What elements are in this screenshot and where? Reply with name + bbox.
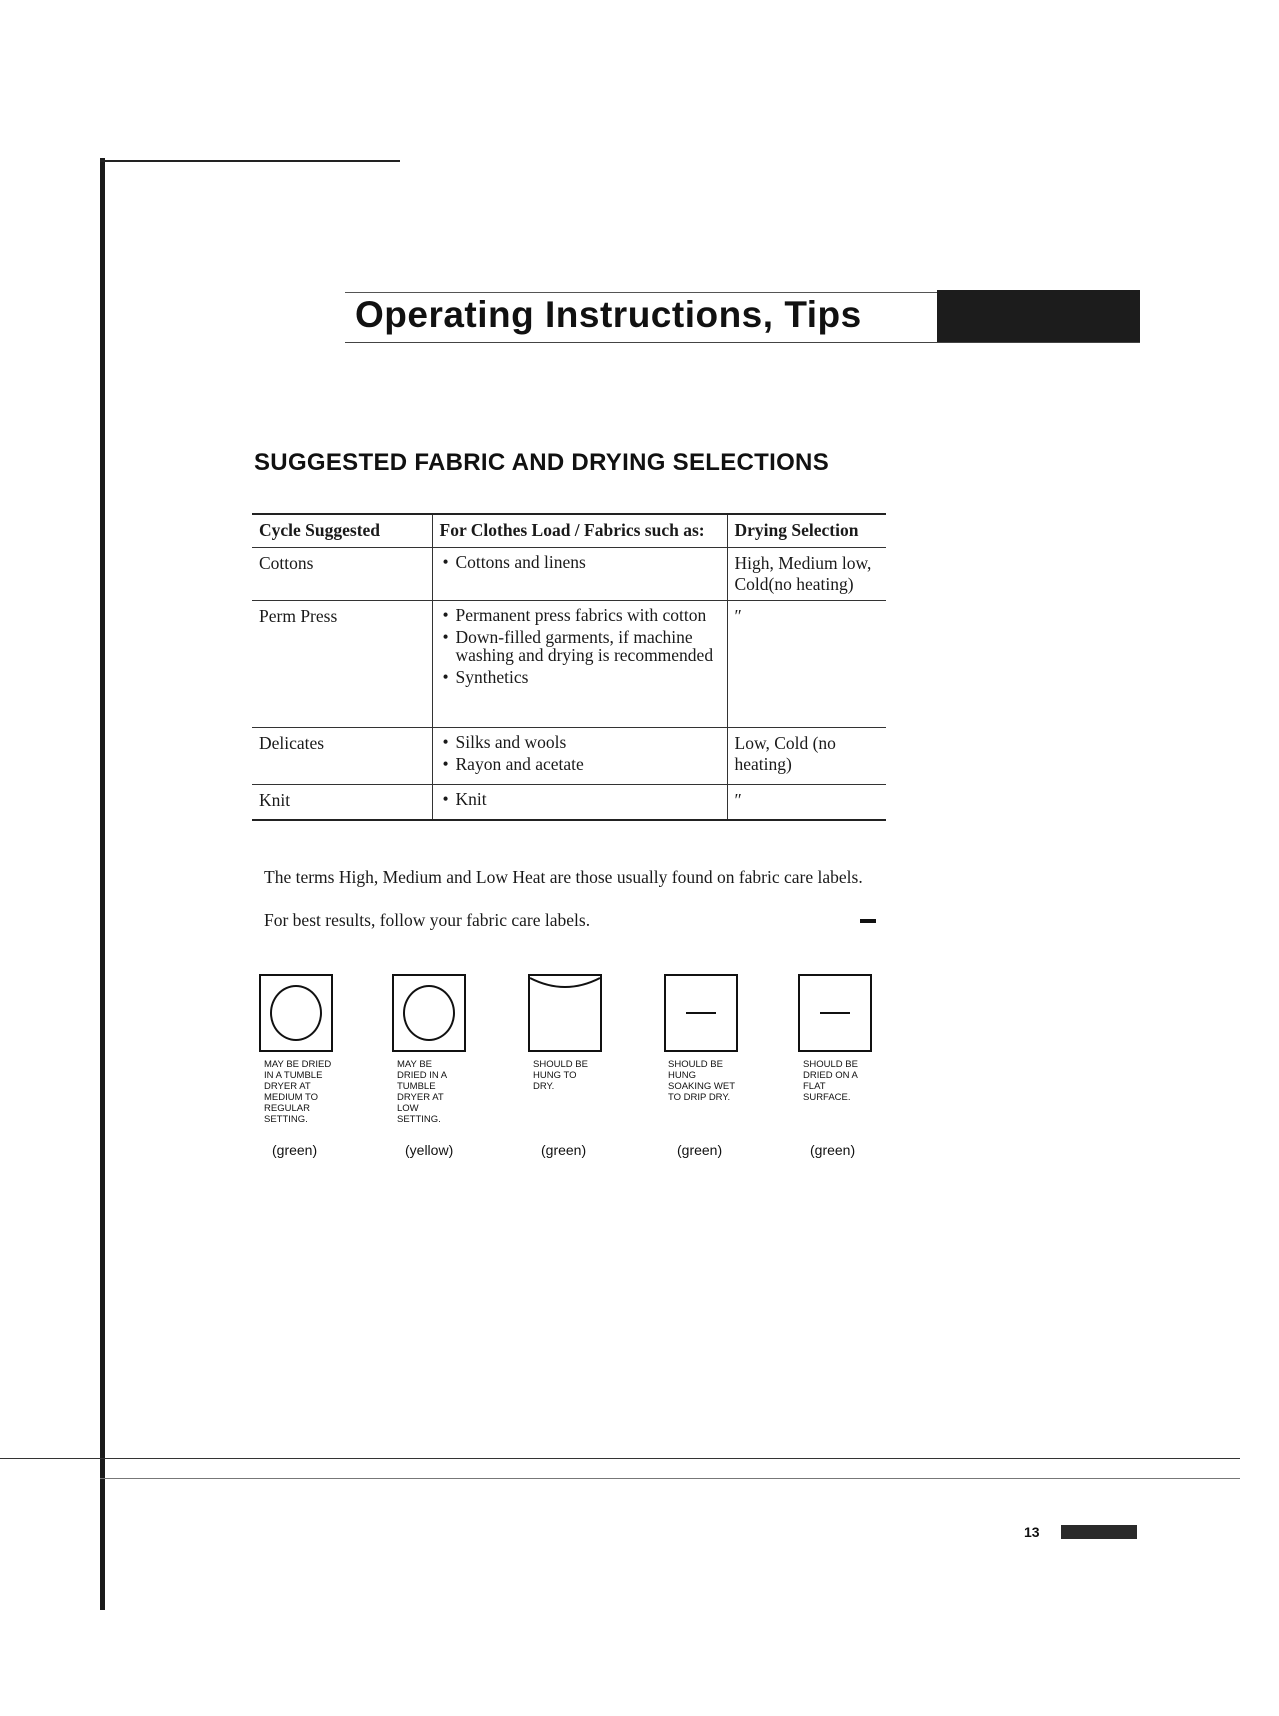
symbol-description: MAY BE DRIED IN A TUMBLE DRYER AT LOW SETTING. bbox=[397, 1059, 448, 1125]
fabric-item: • Synthetics bbox=[440, 668, 721, 686]
tumble-dry-regular-icon bbox=[259, 974, 333, 1052]
table-header-row bbox=[252, 514, 886, 548]
drying-cell: Low, Cold (no heating) bbox=[727, 728, 886, 785]
drip-dry-icon bbox=[664, 974, 738, 1052]
symbol-color: (green) bbox=[541, 1142, 587, 1158]
column-header-fabrics: For Clothes Load / Fabrics such as: bbox=[432, 514, 727, 548]
line-dry-curve bbox=[528, 974, 602, 1052]
fabric-item: • Silks and wools bbox=[440, 733, 721, 751]
cycle-cell: Cottons bbox=[252, 548, 432, 601]
symbol-color: (yellow) bbox=[405, 1142, 454, 1158]
fabric-item: • Rayon and acetate bbox=[440, 755, 721, 773]
symbol-bar bbox=[686, 1012, 716, 1014]
page-tab-block bbox=[1061, 1525, 1137, 1539]
dash-mark bbox=[860, 919, 876, 923]
column-header-cycle: Cycle Suggested bbox=[252, 514, 432, 548]
cycle-cell: Delicates bbox=[252, 728, 432, 785]
fabric-item: • Permanent press fabrics with cotton bbox=[440, 606, 721, 624]
tumble-dry-low-icon bbox=[392, 974, 466, 1052]
page-top-border bbox=[100, 160, 400, 162]
page-left-border bbox=[100, 158, 105, 1610]
table-row bbox=[252, 728, 886, 785]
note-follow-labels: For best results, follow your fabric care labels. bbox=[264, 910, 591, 930]
symbol-color: (green) bbox=[810, 1142, 856, 1158]
fabric-item: • Down-filled garments, if machine washing and drying is recommended bbox=[440, 628, 721, 664]
symbol-description: SHOULD BE HUNG SOAKING WET TO DRIP DRY. bbox=[668, 1059, 736, 1103]
cycle-cell: Knit bbox=[252, 785, 432, 821]
table-row bbox=[252, 548, 886, 601]
symbol-description: SHOULD BE HUNG TO DRY. bbox=[533, 1059, 588, 1092]
table-row bbox=[252, 785, 886, 821]
symbol-description: MAY BE DRIED IN A TUMBLE DRYER AT MEDIUM TO REGULAR SETTING. bbox=[264, 1059, 332, 1125]
table-row bbox=[252, 601, 886, 728]
drying-cell: ″ bbox=[727, 785, 886, 821]
note-heat-terms: The terms High, Medium and Low Heat are those usually found on fabric care labels. bbox=[264, 867, 863, 887]
fabric-item: • Knit bbox=[440, 790, 721, 808]
fabric-item: • Cottons and linens bbox=[440, 553, 721, 571]
page-bottom-rule bbox=[0, 1458, 1240, 1459]
fabric-drying-table bbox=[252, 513, 886, 821]
fabrics-cell bbox=[432, 785, 727, 821]
fabrics-cell bbox=[432, 548, 727, 601]
header-tab-block bbox=[937, 290, 1140, 342]
symbol-description: SHOULD BE DRIED ON A FLAT SURFACE. bbox=[803, 1059, 858, 1103]
column-header-drying: Drying Selection bbox=[727, 514, 886, 548]
page-bottom-rule-secondary bbox=[100, 1478, 1240, 1479]
fabrics-cell bbox=[432, 728, 727, 785]
page-number: 13 bbox=[1024, 1524, 1040, 1540]
symbol-bar bbox=[820, 1012, 850, 1014]
symbol-color: (green) bbox=[677, 1142, 723, 1158]
symbol-color: (green) bbox=[272, 1142, 318, 1158]
page-title: Operating Instructions, Tips bbox=[355, 294, 862, 335]
dry-flat-icon bbox=[798, 974, 872, 1052]
fabrics-cell bbox=[432, 601, 727, 728]
tumble-circle bbox=[270, 985, 322, 1041]
cycle-cell: Perm Press bbox=[252, 601, 432, 728]
drying-cell: ″ bbox=[727, 601, 886, 728]
tumble-circle bbox=[403, 985, 455, 1041]
section-heading: SUGGESTED FABRIC AND DRYING SELECTIONS bbox=[254, 449, 830, 476]
drying-cell: High, Medium low, Cold(no heating) bbox=[727, 548, 886, 601]
header-rule-bottom bbox=[345, 342, 1140, 343]
line-dry-icon bbox=[528, 974, 602, 1052]
